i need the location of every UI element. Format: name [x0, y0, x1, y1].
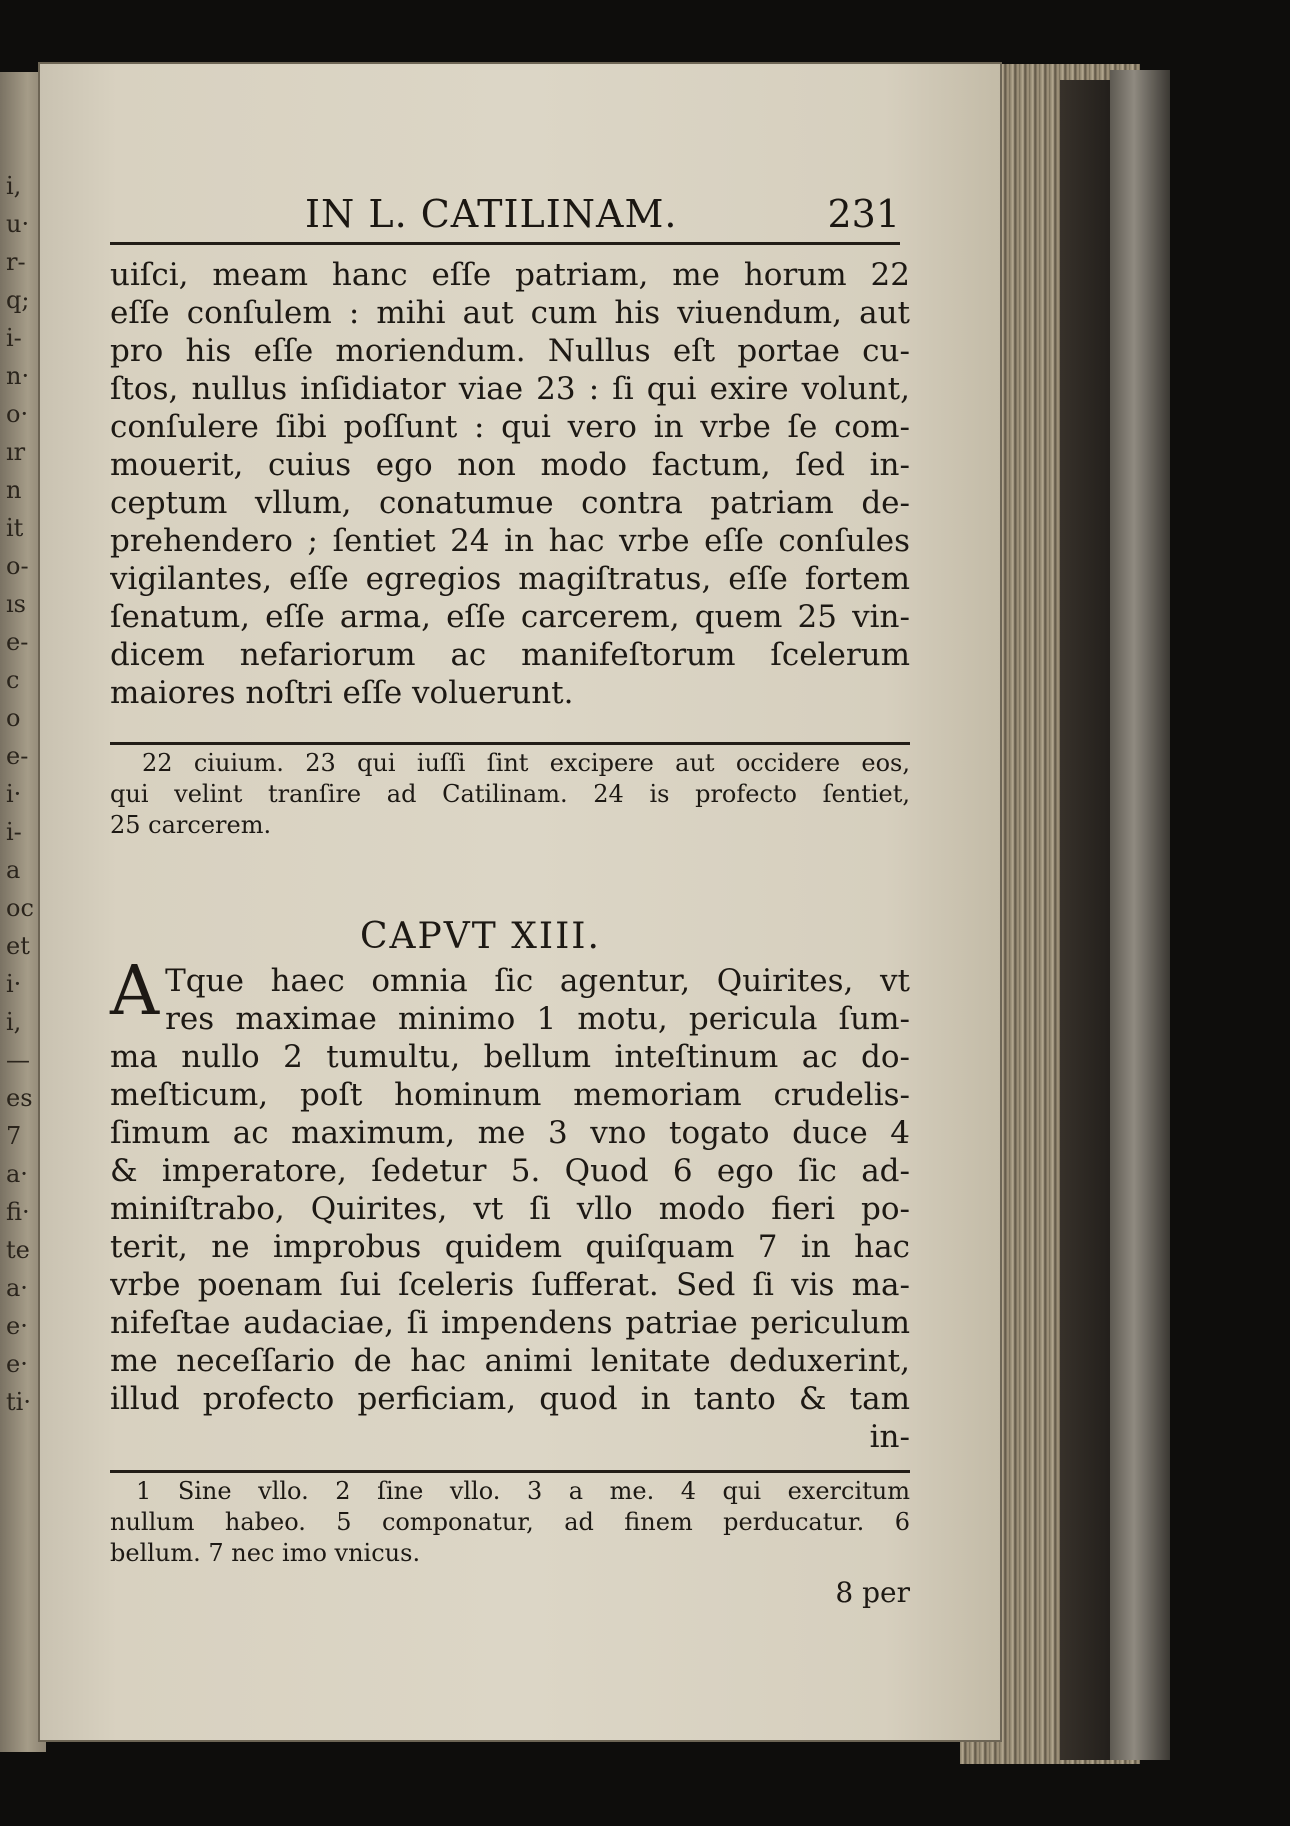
left-page-fragment: o-	[6, 552, 29, 580]
text-line: ceptum vllum, conatumue contra patriam de-	[110, 485, 910, 521]
text-line: miniſtrabo, Quirites, vt ſi vllo modo fieri po-	[110, 1191, 910, 1227]
left-page-fragment: e·	[6, 1350, 28, 1378]
header-rule	[110, 242, 900, 245]
left-page-fragment: n	[6, 476, 22, 504]
text-line: ma nullo 2 tumultu, bellum inteſtinum ac do-	[110, 1039, 910, 1075]
left-page-fragment: e-	[6, 742, 29, 770]
left-page-fragment: i-	[6, 324, 22, 352]
left-page-fragment: q;	[6, 286, 30, 314]
text-line: ſtos, nullus inſidiator viae 23 : ſi qui exire volunt,	[110, 371, 910, 407]
catchword: 8 per	[835, 1577, 910, 1608]
text-line: vrbe poenam ſui ſceleris ſufferat. Sed ſi vis ma-	[110, 1267, 910, 1303]
text-line: meſticum, poſt hominum memoriam crudelis-	[110, 1077, 910, 1113]
text-line: mouerit, cuius ego non modo factum, ſed in-	[110, 447, 910, 483]
left-page-fragment: a·	[6, 1160, 28, 1188]
book-page	[40, 64, 1000, 1740]
text-line: eſſe conſulem : mihi aut cum his viuendum, aut	[110, 295, 910, 331]
left-page-fragment: fi·	[6, 1198, 30, 1226]
footnote-line: 1 Sine vllo. 2 ſine vllo. 3 a me. 4 qui exercitum	[136, 1477, 910, 1505]
footnote-line: nullum habeo. 5 componatur, ad finem perducatur. 6	[110, 1508, 910, 1536]
text-line: & imperatore, ſedetur 5. Quod 6 ego ſic ad-	[110, 1153, 910, 1189]
main-text	[110, 256, 910, 712]
text-line: vigilantes, eſſe egregios magiſtratus, eſſe fortem	[110, 561, 910, 597]
running-title: IN L. CATILINAM.	[305, 192, 678, 236]
left-page-fragment: i-	[6, 818, 22, 846]
left-page-fragment: i·	[6, 780, 22, 808]
left-page-fragment: ıs	[6, 590, 26, 618]
left-page-fragment: n·	[6, 362, 30, 390]
book-cover	[1110, 70, 1170, 1760]
footnote-line: bellum. 7 nec imo vnicus.	[110, 1539, 421, 1567]
left-page-fragment: oc	[6, 894, 34, 922]
footnote-line: 22 ciuium. 23 qui iuſſi ſint excipere aut occidere eos,	[142, 749, 910, 777]
text-line: uiſci, meam hanc eſſe patriam, me horum 22	[110, 257, 910, 293]
left-page-fragment: e·	[6, 1312, 28, 1340]
text-line: res maximae minimo 1 motu, pericula ſum-	[165, 1001, 910, 1037]
left-page-fragment: et	[6, 932, 30, 960]
footnote-line: 25 carcerem.	[110, 811, 272, 839]
chapter-text	[110, 952, 910, 1456]
left-page-fragment: a	[6, 856, 21, 884]
left-page-fragment: i,	[6, 1008, 22, 1036]
dropcap: A	[110, 952, 160, 1031]
text-line: me neceſſario de hac animi lenitate deduxerint,	[110, 1343, 910, 1379]
page-number: 231	[827, 192, 900, 236]
text-line: Tque haec omnia ſic agentur, Quirites, vt	[165, 963, 910, 999]
left-page-fragment: a·	[6, 1274, 28, 1302]
notes-rule	[110, 742, 910, 745]
left-page-fragment: u·	[6, 210, 30, 238]
chapter-heading: CAPVT XIII.	[360, 916, 601, 957]
left-page-fragment: e-	[6, 628, 29, 656]
left-page-fragment: 7	[6, 1122, 22, 1150]
text-line: conſulere ſibi poſſunt : qui vero in vrbe ſe com-	[110, 409, 910, 445]
left-page-fragment: ti·	[6, 1388, 31, 1416]
text-line: ſimum ac maximum, me 3 vno togato duce 4	[110, 1115, 910, 1151]
left-page-fragment: c	[6, 666, 20, 694]
left-page-fragment: o·	[6, 400, 29, 428]
footnotes-top	[110, 748, 910, 841]
left-page-fragment: o	[6, 704, 21, 732]
left-page-fragment: —	[6, 1046, 30, 1074]
left-page-fragment: es	[6, 1084, 33, 1112]
footnote-line: qui velint tranſire ad Catilinam. 24 is profecto ſentiet,	[110, 780, 910, 808]
dropcap-lines	[110, 952, 910, 1038]
left-page-fragment: i,	[6, 172, 22, 200]
text-line: prehendero ; ſentiet 24 in hac vrbe eſſe conſules	[110, 523, 910, 559]
text-line: pro his eſſe moriendum. Nullus eſt portae cu-	[110, 333, 910, 369]
left-page-fragment: r-	[6, 248, 26, 276]
text-line: maiores noſtri eſſe voluerunt.	[110, 675, 574, 711]
left-page-fragment: te	[6, 1236, 30, 1264]
left-page-fragment: i·	[6, 970, 22, 998]
hyphenated-word: in-	[869, 1419, 910, 1455]
text-line: terit, ne improbus quidem quiſquam 7 in hac	[110, 1229, 910, 1265]
page-header	[130, 192, 900, 242]
text-line: ſenatum, eſſe arma, eſſe carcerem, quem 25 vin-	[110, 599, 910, 635]
text-line: illud profecto perficiam, quod in tanto & tam	[110, 1381, 910, 1417]
footnotes-rule	[110, 1470, 910, 1473]
footnotes-bottom	[110, 1476, 910, 1608]
left-page-fragment: it	[6, 514, 24, 542]
left-page-fragment: ır	[6, 438, 26, 466]
text-line: nifeſtae audaciae, ſi impendens patriae periculum	[110, 1305, 910, 1341]
text-line: dicem nefariorum ac manifeſtorum ſcelerum	[110, 637, 910, 673]
